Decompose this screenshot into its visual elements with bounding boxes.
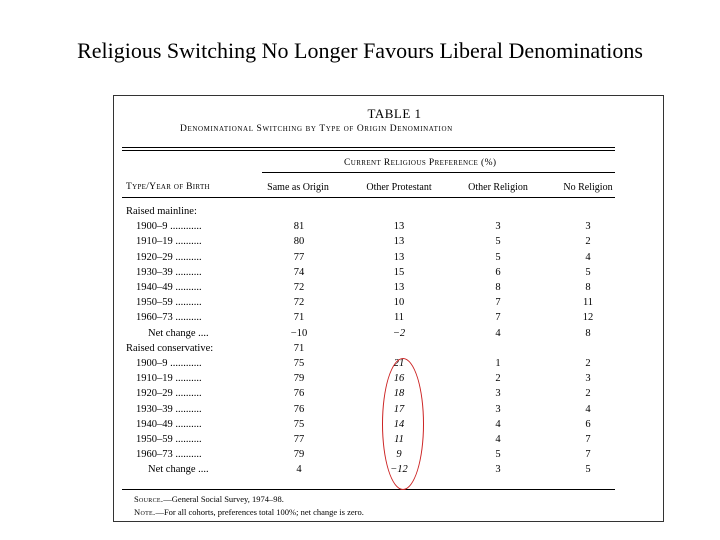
net-change-cell: 4 — [296, 464, 302, 476]
table-cell: 75 — [293, 358, 305, 369]
source-text: —General Social Survey, 1974–98. — [163, 494, 284, 504]
table-cell: 1 — [495, 358, 501, 369]
table-cell: 17 — [393, 403, 405, 415]
table-cell: 77 — [293, 434, 305, 445]
net-change-cell: −2 — [392, 327, 406, 339]
table-cell: 7 — [585, 434, 591, 445]
bottom-rule — [122, 489, 615, 490]
table-cell: 14 — [393, 418, 405, 430]
row-label: 1940–49 .......... — [136, 418, 202, 430]
table-cell: 2 — [585, 388, 591, 400]
table-cell: 15 — [393, 266, 405, 278]
table-row — [114, 265, 663, 280]
table-cell: 76 — [293, 388, 305, 400]
table-cell: 5 — [495, 236, 501, 248]
table-cell: 13 — [393, 221, 405, 233]
table-cell: 7 — [495, 312, 501, 324]
table-cell: 4 — [495, 418, 501, 430]
table-cell: 79 — [293, 373, 305, 385]
row-label: 1960–73 .......... — [136, 312, 202, 324]
row-label: 1900–9 ............ — [136, 358, 202, 369]
slide-title: Religious Switching No Longer Favours Liberal Denominations — [77, 38, 643, 63]
net-change-cell: 5 — [585, 464, 591, 476]
row-label: 1960–73 .......... — [136, 449, 202, 461]
table-cell: 2 — [585, 358, 591, 369]
header-rule — [122, 197, 615, 198]
column-group-rule — [262, 172, 615, 173]
table-row — [114, 234, 663, 249]
table-row — [114, 356, 663, 371]
table-cell: 75 — [293, 418, 305, 430]
table-cell: 6 — [585, 418, 591, 430]
row-label: 1920–29 .......... — [136, 388, 202, 400]
table-cell: 3 — [585, 373, 591, 385]
row-label: 1910–19 .......... — [136, 373, 202, 385]
table-cell: 77 — [293, 251, 305, 263]
row-label: 1930–39 .......... — [136, 403, 202, 415]
table-cell: 74 — [293, 266, 305, 278]
col-header-no-religion: No Religion — [563, 182, 613, 193]
table-row — [114, 250, 663, 265]
table-cell: 72 — [293, 282, 305, 293]
net-change-cell: 8 — [585, 327, 591, 339]
net-change-row — [114, 326, 663, 341]
table-cell: 11 — [394, 434, 404, 445]
table-cell: 72 — [293, 297, 305, 309]
section-label-row — [114, 341, 663, 356]
row-label: 1950–59 .......... — [136, 297, 202, 309]
section-label: Raised conservative: — [126, 342, 214, 354]
table-cell: 11 — [393, 312, 405, 324]
table-cell: 9 — [396, 449, 402, 461]
table-cell: 2 — [585, 236, 591, 248]
table-cell: 76 — [293, 403, 305, 415]
table-cell: 10 — [393, 297, 405, 309]
table-note — [134, 507, 364, 517]
table-cell: 5 — [585, 266, 591, 278]
table-row — [114, 295, 663, 310]
table-row — [114, 280, 663, 295]
net-change-cell: −12 — [390, 464, 408, 476]
table-row — [114, 310, 663, 325]
top-rule-1 — [122, 147, 615, 148]
table-cell: 11 — [582, 297, 594, 309]
net-change-label: Net change .... — [148, 327, 209, 339]
table-cell: 79 — [293, 449, 305, 461]
table-row — [114, 219, 663, 234]
row-label: 1930–39 .......... — [136, 266, 202, 278]
row-label: 1910–19 .......... — [136, 236, 202, 248]
table-cell: 8 — [495, 282, 501, 293]
highlight-ellipse — [382, 358, 424, 490]
table-cell: 80 — [293, 236, 305, 248]
row-label: 1900–9 ............ — [136, 221, 202, 233]
row-label: 1940–49 .......... — [136, 282, 202, 293]
table-figure — [113, 95, 664, 522]
table-caption: Denominational Switching by Type of Origin Denomination — [180, 124, 453, 134]
table-cell: 5 — [495, 251, 501, 263]
net-change-cell: 3 — [495, 464, 501, 476]
col-header-other-religion: Other Religion — [468, 182, 528, 193]
table-cell: 4 — [495, 434, 501, 445]
table-cell: 3 — [495, 221, 501, 233]
net-change-cell: 4 — [495, 327, 501, 339]
table-cell: 7 — [495, 297, 501, 309]
stub-header: Type/Year of Birth — [126, 182, 210, 192]
column-group-header: Current Religious Preference (%) — [344, 158, 497, 168]
table-number: TABLE 1 — [367, 106, 422, 121]
table-cell: 21 — [393, 358, 405, 369]
net-change-cell: −10 — [290, 327, 308, 339]
table-cell: 13 — [393, 236, 405, 248]
table-cell: 4 — [585, 403, 591, 415]
table-cell: 3 — [585, 221, 591, 233]
table-cell: 8 — [585, 282, 591, 293]
section-label: Raised mainline: — [126, 206, 197, 217]
col-header-same-as-origin: Same as Origin — [267, 182, 329, 193]
note-text: —For all cohorts, preferences total 100%; net change is zero. — [155, 507, 364, 517]
section-label-value: 71 — [293, 342, 305, 354]
table-cell: 81 — [293, 221, 305, 233]
table-cell: 4 — [585, 251, 591, 263]
source-label: Source. — [134, 494, 164, 504]
table-cell: 2 — [495, 373, 501, 385]
row-label: 1920–29 .......... — [136, 251, 202, 263]
table-cell: 71 — [293, 312, 305, 324]
col-header-other-protestant: Other Protestant — [366, 182, 432, 193]
net-change-label: Net change .... — [148, 464, 209, 476]
row-label: 1950–59 .......... — [136, 434, 202, 445]
table-cell: 13 — [393, 251, 405, 263]
section-label-row — [114, 204, 663, 219]
table-cell: 12 — [582, 312, 594, 324]
table-cell: 16 — [393, 373, 405, 385]
table-cell: 6 — [495, 266, 501, 278]
table-cell: 13 — [393, 282, 405, 293]
table-cell: 18 — [393, 388, 405, 400]
table-source — [134, 494, 284, 504]
table-cell: 5 — [495, 449, 501, 461]
top-rule-2 — [122, 150, 615, 151]
table-cell: 3 — [495, 403, 501, 415]
table-cell: 7 — [585, 449, 591, 461]
note-label: Note. — [134, 507, 156, 517]
table-cell: 3 — [495, 388, 501, 400]
